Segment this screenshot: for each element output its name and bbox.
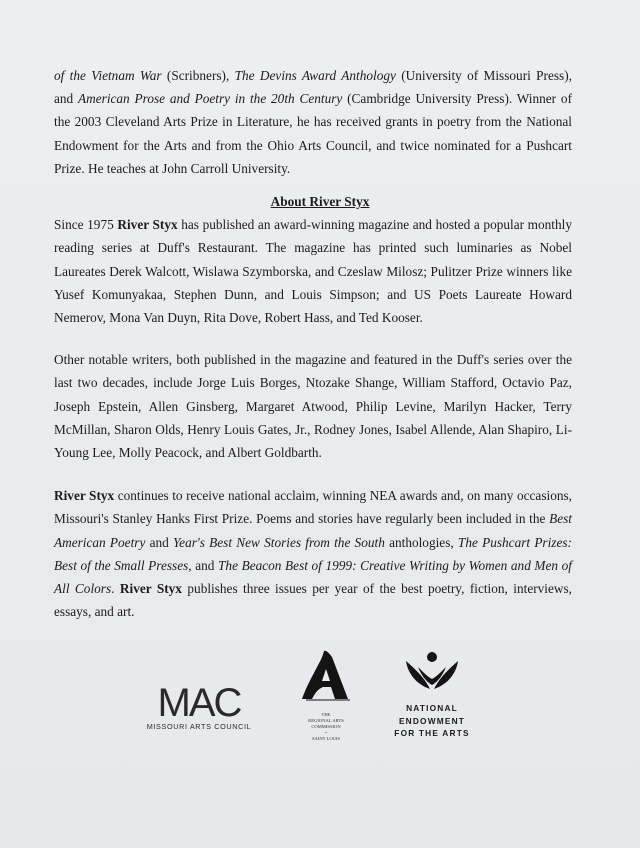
about1-line-5: Nemerov, Mona Van Duyn, Rita Dove, Robert Hass, and Ted Kooser. [54,310,423,326]
about2-line-2: last two decades, include Jorge Luis Borges, Ntozake Shange, William Stafford, Octavio Paz, [54,375,572,391]
about3-line-2: Missouri's Stanley Hanks First Prize. Poems and stories have regularly been included in the Best [54,511,572,527]
about1-line-4: Yusef Komunyakaa, Stephen Dunn, and Louis Simpson; and US Poets Laureate Howard [54,286,572,302]
about2-line-5: Young Lee, Molly Peacock, and Albert Goldbarth. [54,445,322,461]
about1-line-2: reading series at Duff's Restaurant. The magazine has printed such luminaries as Nobel [54,240,572,256]
section-heading: About River Styx [270,194,370,209]
about2-line-1: Other notable writers, both published in the magazine and featured in the Duff's series over the [54,352,572,367]
about3-line-5: All Colors. River Styx publishes three issues per year of the best poetry, fiction, interviews, [54,581,573,597]
bio-line-5: Prize. He teaches at John Carroll University. [54,160,291,176]
about2-line-3: Joseph Epstein, Allen Ginsberg, Margaret Atwood, Philip Levine, Marilyn Hacker, Terry [54,398,572,414]
about3-line-4: Best of the Small Presses, and The Beacon Best of 1999: Creative Writing by Women and Men of [54,557,573,573]
nea-logo [394,651,470,740]
missouri-arts-council-logo [146,681,252,731]
author-bio-paragraph [54,64,572,180]
nea-caption: NATIONAL ENDOWMENT FOR THE ARTS [394,703,470,738]
about3-line-1: River Styx continues to receive national acclaim, winning NEA awards and, on many occasions, [54,488,572,503]
about-paragraph-1 [54,213,572,329]
sponsor-logos [0,645,640,745]
mac-wordmark: MAC [157,681,241,725]
regional-arts-a-icon [298,649,354,705]
about2-line-4: McMillan, Sharon Olds, Henry Louis Gates, Jr., Rodney Jones, Isabel Allende, Alan Shapiro, Li- [54,421,572,437]
about-paragraph-2 [54,348,572,464]
regional-arts-commission-logo [298,649,354,742]
bio-line-3: the 2003 Cleveland Arts Prize in Literature, he has received grants in poetry from the National [54,114,572,130]
about3-line-3: American Poetry and Year's Best New Stories from the South anthologies, The Pushcart Prizes: [54,534,572,550]
about3-line-6: essays, and art. [54,604,135,620]
bio-line-1: of the Vietnam War (Scribners), The Devins Award Anthology (University of Missouri Press), [54,68,572,83]
about1-line-1: Since 1975 River Styx has published an award-winning magazine and hosted a popular monthly [54,217,572,232]
about1-line-3: Laureates Derek Walcott, Wislawa Szymborska, and Czeslaw Milosz; Pulitzer Prize winners like [54,263,572,279]
nea-flower-icon [404,651,460,691]
bio-line-2: and American Prose and Poetry in the 20th Century (Cambridge University Press). Winner of [54,91,572,107]
about-paragraph-3 [54,484,572,624]
mac-subtitle: MISSOURI ARTS COUNCIL [146,722,252,731]
bio-line-4: Endowment for the Arts and from the Ohio Arts Council, and twice nominated for a Pushcart [54,137,572,153]
rac-caption: THE REGIONAL ARTS COMMISSION • SAINT LOUIS [308,712,344,741]
